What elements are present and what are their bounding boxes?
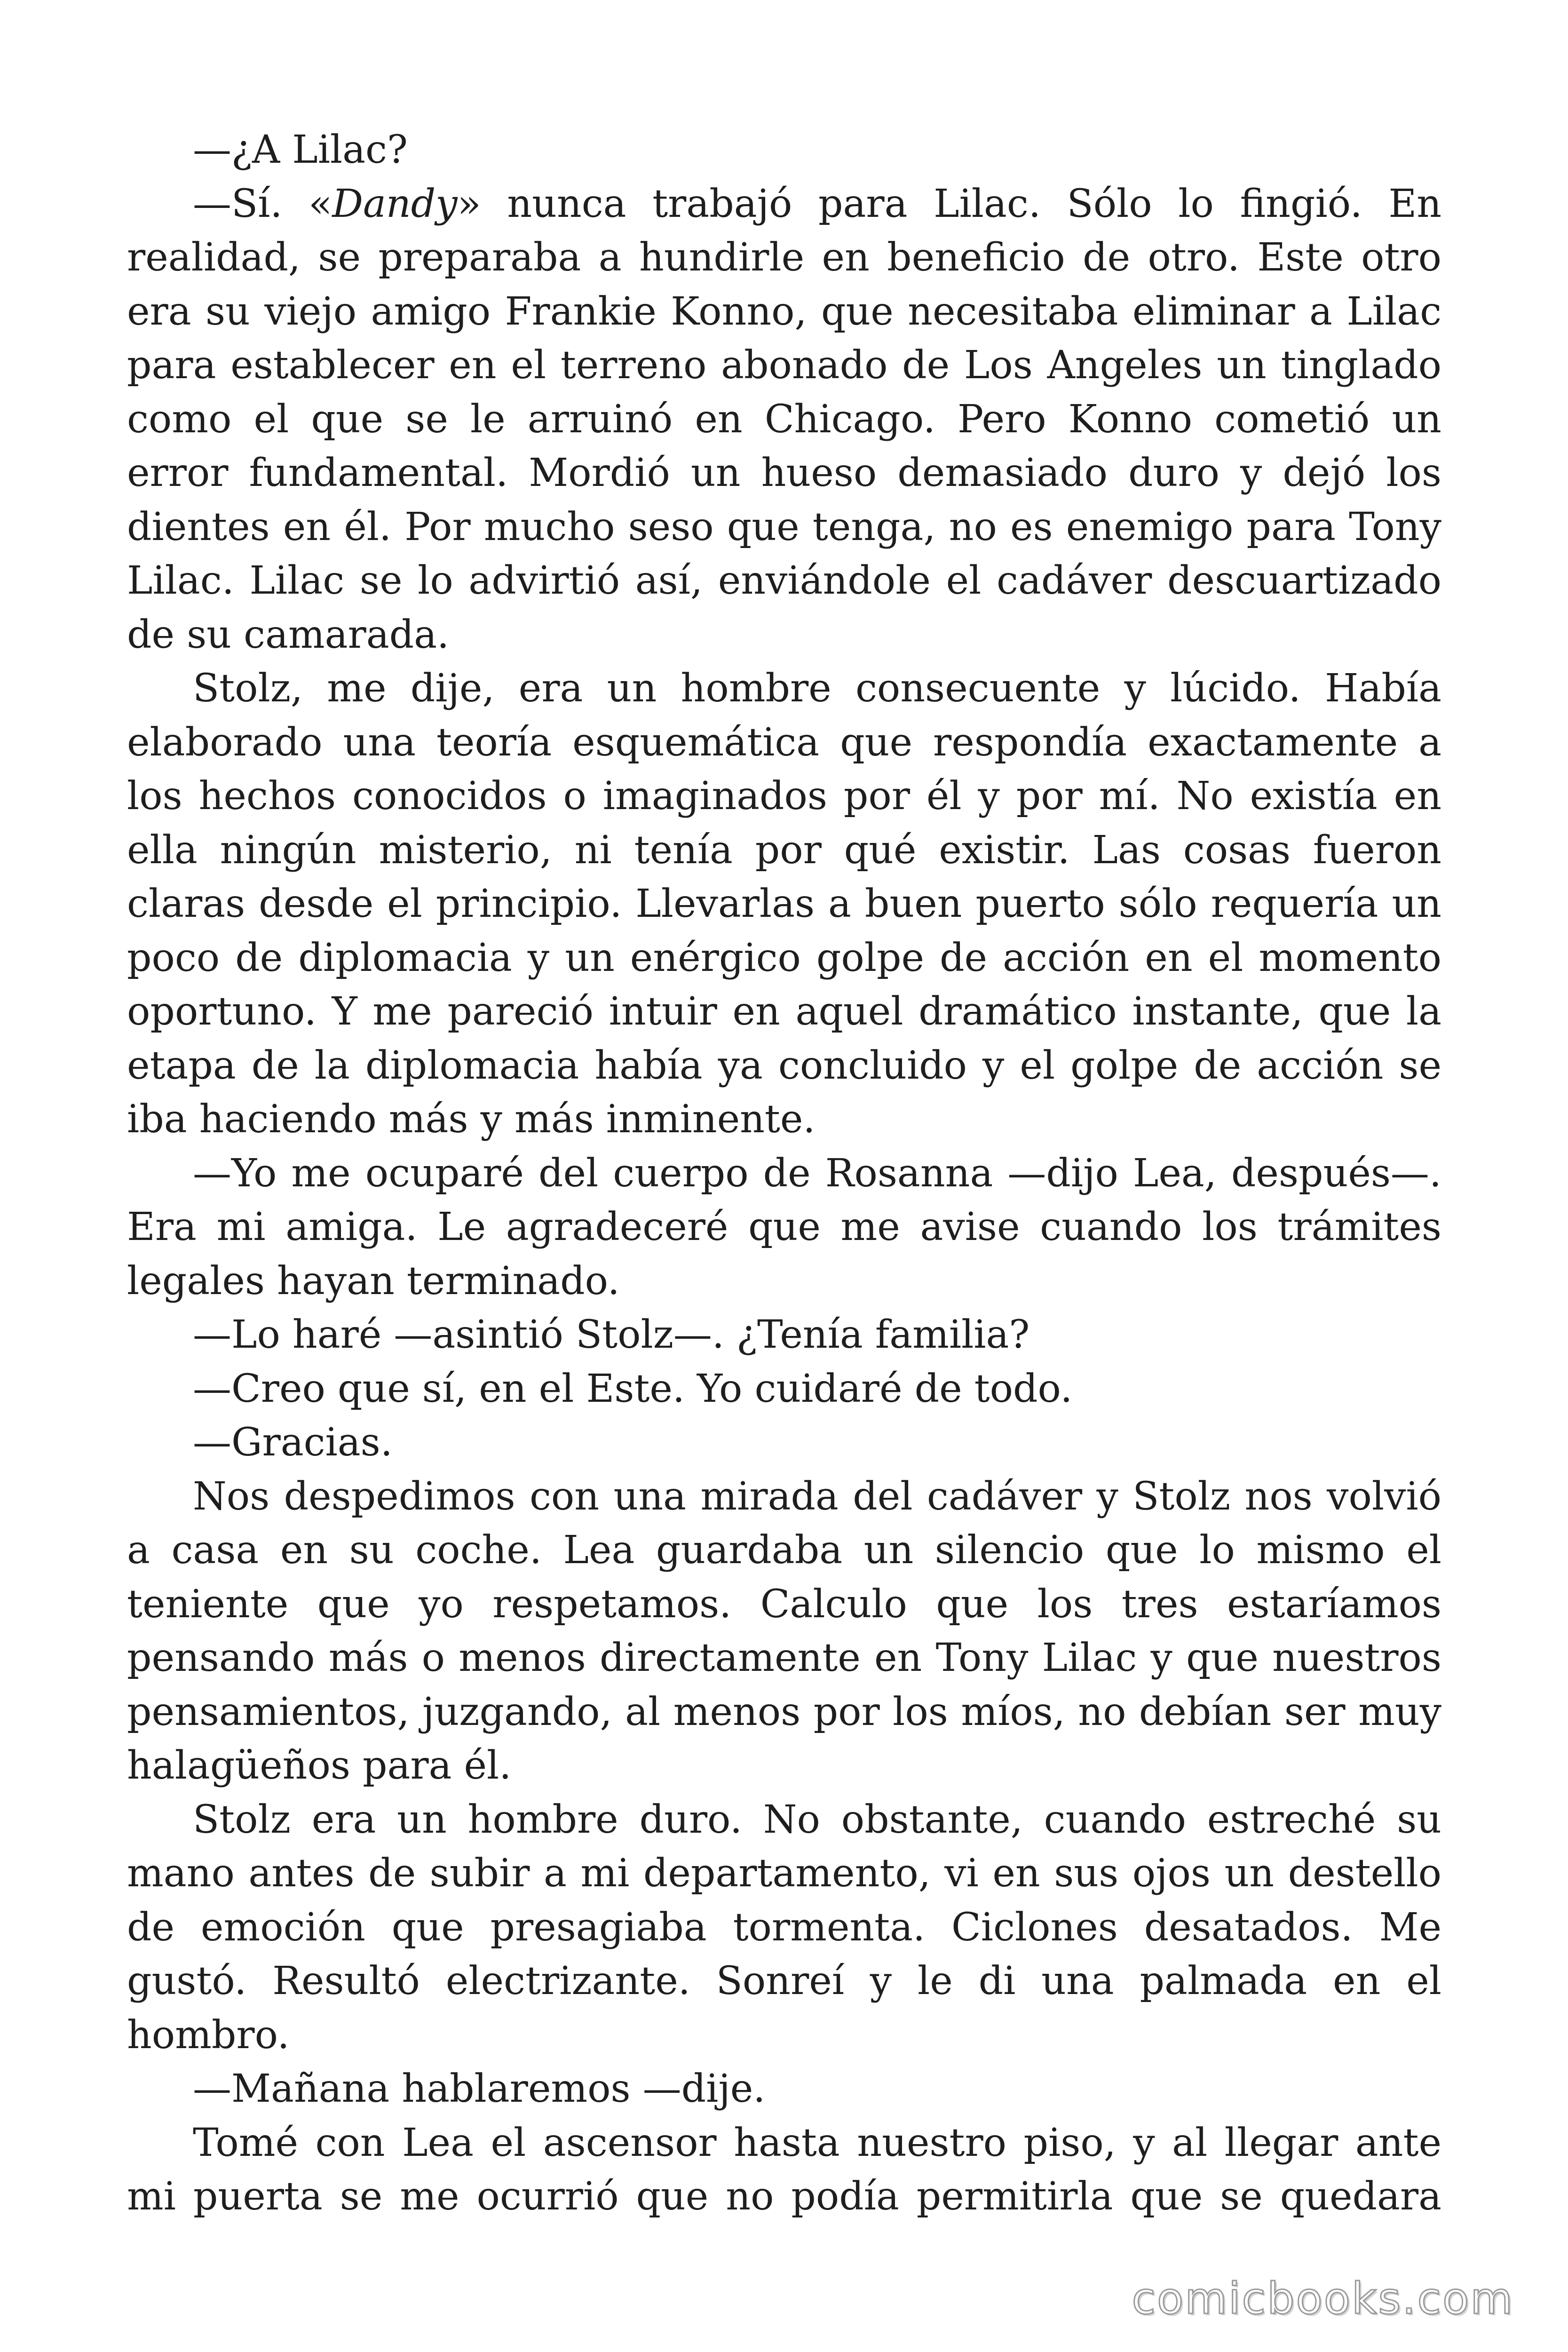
paragraph bbox=[127, 1793, 1441, 2063]
paragraph bbox=[127, 662, 1441, 1147]
paragraph-text: —Yo me ocuparé del cuerpo de Rosanna —dijo Lea, después—. Era mi amiga. Le agradeceré que me avise cuando los trámites legales hayan terminado. bbox=[127, 1151, 1441, 1303]
paragraph-text: » nunca trabajó para Lilac. Sólo lo fingió. En realidad, se preparaba a hundirle en beneficio de otro. Este otro era su viejo amigo Frankie Konno, que necesitaba eliminar a Lilac para establecer en el terreno abonado de Los Angeles un tinglado como el que se le arruinó en Chicago. Pero Konno cometió un error fundamental. Mordió un hueso demasiado duro y dejó los dientes en él. Por mucho seso que tenga, no es enemigo para Tony Lilac. Lilac se lo advirtió así, enviándole el cadáver descuartizado de su camarada. bbox=[127, 181, 1442, 657]
paragraph-text: —Creo que sí, en el Este. Yo cuidaré de todo. bbox=[193, 1366, 1073, 1411]
paragraph-text: Tomé con Lea el ascensor hasta nuestro piso, y al llegar ante mi puerta se me ocurrió que no podía permitirla que se quedara bbox=[127, 2120, 1441, 2219]
paragraph bbox=[127, 2062, 1441, 2116]
paragraph-text: —¿A Lilac? bbox=[193, 127, 408, 172]
paragraph bbox=[127, 2116, 1441, 2224]
body-text bbox=[127, 123, 1441, 2224]
paragraph-text: —Mañana hablaremos —dije. bbox=[193, 2066, 766, 2111]
paragraph bbox=[127, 1362, 1441, 1416]
paragraph bbox=[127, 123, 1441, 177]
paragraph-text-start: —Sí. « bbox=[193, 181, 333, 226]
paragraph-text: —Lo haré —asintió Stolz—. ¿Tenía familia? bbox=[193, 1312, 1030, 1357]
paragraph bbox=[127, 1470, 1441, 1793]
paragraph bbox=[127, 1147, 1441, 1309]
paragraph-text: —Gracias. bbox=[193, 1420, 393, 1465]
italic-name: Dandy bbox=[332, 181, 458, 226]
paragraph-text: Stolz, me dije, era un hombre consecuente y lúcido. Había elaborado una teoría esquemática que respondía exactamente a los hechos conocidos o imaginados por él y por mí. No existía en ella ningún misterio, ni tenía por qué existir. Las cosas fueron claras desde el principio. Llevarlas a buen puerto sólo requería un poco de diplomacia y un enérgico golpe de acción en el momento oportuno. Y me pareció intuir en aquel dramático instante, que la etapa de la diplomacia había ya concluido y el golpe de acción se iba haciendo más y más inminente. bbox=[127, 666, 1441, 1142]
paragraph-text: Stolz era un hombre duro. No obstante, cuando estreché su mano antes de subir a mi departamento, vi en sus ojos un destello de emoción que presagiaba tormenta. Ciclones desatados. Me gustó. Resultó electrizante. Sonreí y le di una palmada en el hombro. bbox=[127, 1797, 1441, 2058]
paragraph bbox=[127, 177, 1441, 662]
paragraph bbox=[127, 1308, 1441, 1362]
paragraph bbox=[127, 1416, 1441, 1470]
watermark: comicbooks.com bbox=[1132, 2273, 1514, 2324]
paragraph-text: Nos despedimos con una mirada del cadáver y Stolz nos volvió a casa en su coche. Lea guardaba un silencio que lo mismo el teniente que yo respetamos. Calculo que los tres estaríamos pensando más o menos directamente en Tony Lilac y que nuestros pensamientos, juzgando, al menos por los míos, no debían ser muy halagüeños para él. bbox=[127, 1474, 1441, 1788]
